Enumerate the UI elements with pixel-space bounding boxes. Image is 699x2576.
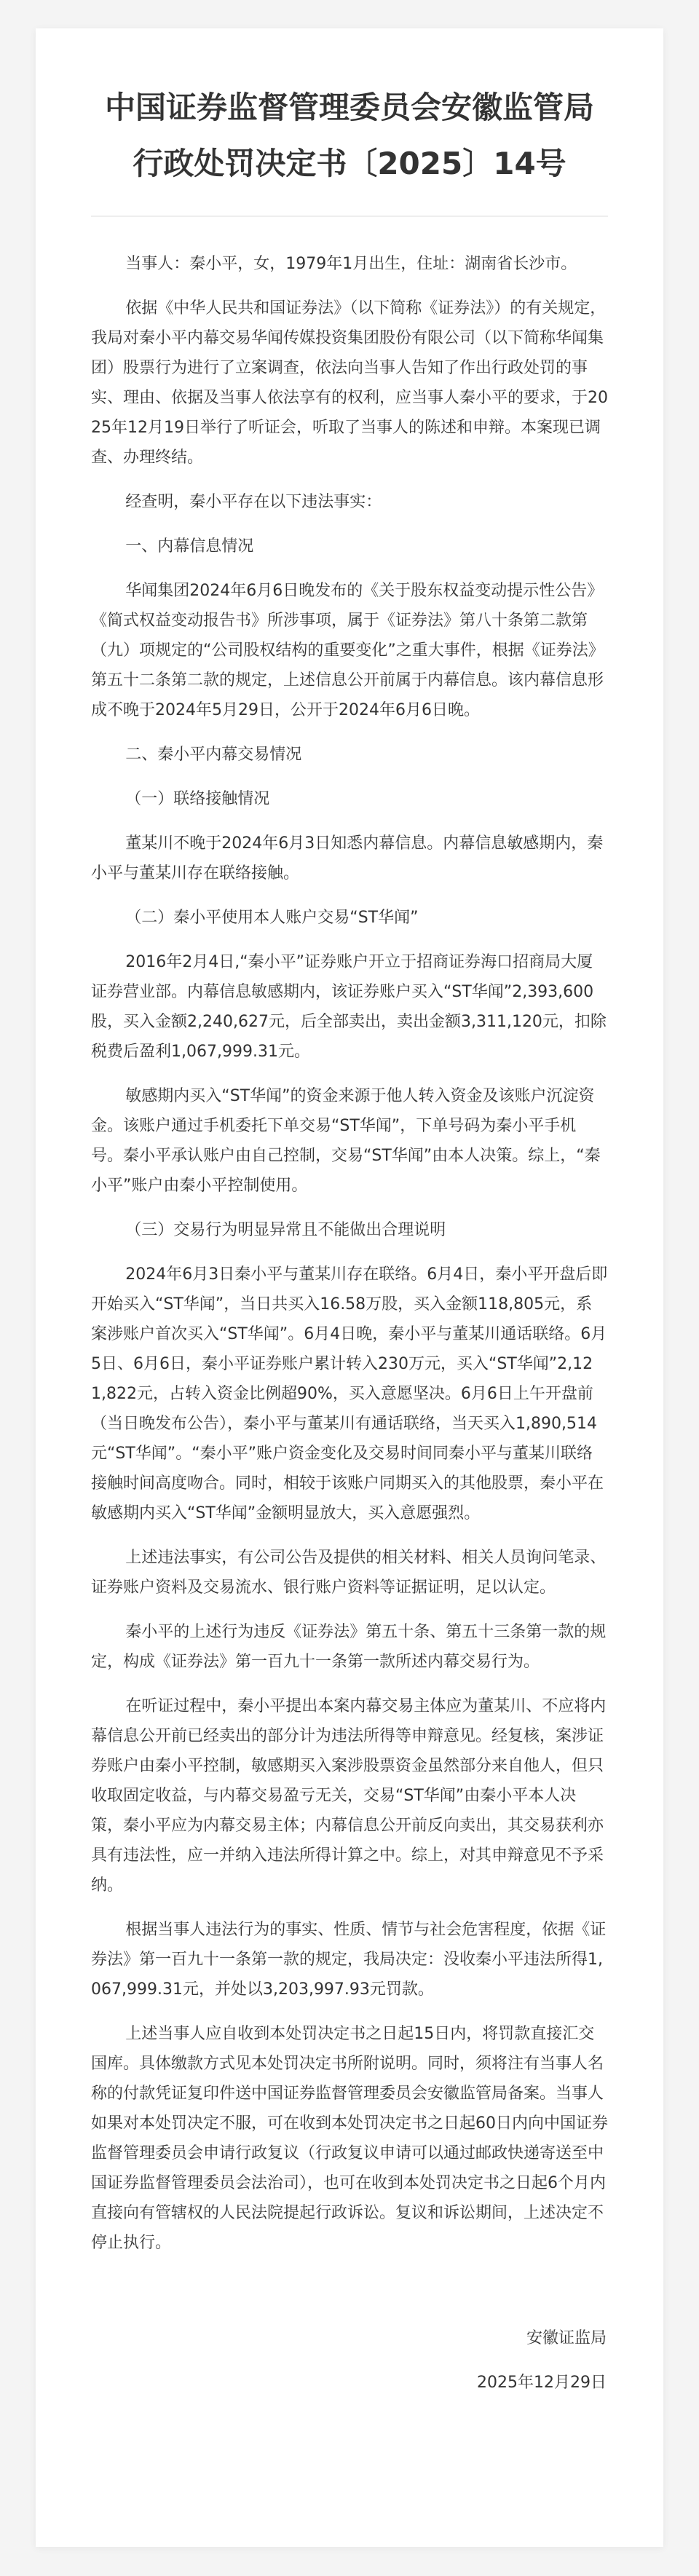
subsection-heading-3: （三）交易行为明显异常且不能做出合理说明 xyxy=(125,1221,446,1239)
paragraph-findings-lead: 经查明，秦小平存在以下违法事实： xyxy=(125,493,382,511)
paragraph-intro: 依据《中华人民共和国证券法》（以下简称《证券法》）的有关规定，我局对秦小平内幕交易华闻传媒投资集团股份有限公司（以下简称华闻集团）股票行为进行了立案调查，依法向当事人告知了作出行政处罚的事实、理由、依据及当事人依法享有的权利，应当事人秦小平的要求，于2025年12月19日举行了听证会，听取了当事人的陈述和申辩。本案现已调查、办理终结。 xyxy=(91,299,608,467)
subsection-heading-1: （一）联络接触情况 xyxy=(125,790,270,808)
paragraph-hearing: 在听证过程中，秦小平提出本案内幕交易主体应为董某川、不应将内幕信息公开前已经卖出的部分计为违法所得等申辩意见。经复核，案涉证券账户由秦小平控制，敏感期买入案涉股票资金虽然部分来自他人，但只收取固定收益，与内幕交易盈亏无关，交易“ST华闻”由秦小平本人决策，秦小平应为内幕交易主体；内幕信息公开前反向卖出，其交易获利亦具有违法性，应一并纳入违法所得计算之中。综上，对其申辩意见不予采纳。 xyxy=(91,1697,607,1895)
paragraph-decision: 根据当事人违法行为的事实、性质、情节与社会危害程度，依据《证券法》第一百九十一条第一款的规定，我局决定：没收秦小平违法所得1,067,999.31元，并处以3,203,997.93元罚款。 xyxy=(91,1921,607,1999)
document-card xyxy=(36,28,663,2547)
paragraph-party: 当事人：秦小平，女，1979年1月出生，住址：湖南省长沙市。 xyxy=(125,255,577,273)
paragraph-insider-info: 华闻集团2024年6月6日晚发布的《关于股东权益变动提示性公告》《简式权益变动报告书》所涉事项，属于《证券法》第八十条第二款第（九）项规定的“公司股权结构的重要变化”之重大事件，根据《证券法》第五十二条第二款的规定，上述信息公开前属于内幕信息。该内幕信息形成不晚于2024年5月29日，公开于2024年6月6日晚。 xyxy=(91,582,604,719)
paragraph-account: 2016年2月4日,“秦小平”证券账户开立于招商证券海口招商局大厦证券营业部。内幕信息敏感期内，该证券账户买入“ST华闻”2,393,600股，买入金额2,240,627元，后全部卖出，卖出金额3,311,120元，扣除税费后盈利1,067,999.31元。 xyxy=(91,953,607,1061)
page-title xyxy=(91,79,608,191)
title-line-1: 中国证券监督管理委员会安徽监管局 xyxy=(104,90,594,125)
paragraph-funds: 敏感期内买入“ST华闻”的资金来源于他人转入资金及该账户沉淀资金。该账户通过手机委托下单交易“ST华闻”，下单号码为秦小平手机号。秦小平承认账户由自己控制，交易“ST华闻”由本人决策。综上，“秦小平”账户由秦小平控制使用。 xyxy=(91,1087,601,1195)
subsection-heading-2: （二）秦小平使用本人账户交易“ST华闻” xyxy=(125,909,419,927)
signature-block xyxy=(91,2323,608,2398)
paragraph-evidence: 上述违法事实，有公司公告及提供的相关材料、相关人员询问笔录、证券账户资料及交易流水、银行账户资料等证据证明，足以认定。 xyxy=(91,1549,607,1597)
paragraph-payment-appeal: 上述当事人应自收到本处罚决定书之日起15日内，将罚款直接汇交国库。具体缴款方式见本处罚决定书所附说明。同时，须将注有当事人名称的付款凭证复印件送中国证券监督管理委员会安徽监管局备案。当事人如果对本处罚决定不服，可在收到本处罚决定书之日起60日内向中国证券监督管理委员会申请行政复议（行政复议申请可以通过邮政快递寄送至中国证券监督管理委员会法治司），也可在收到本处罚决定书之日起6个月内直接向有管辖权的人民法院提起行政诉讼。复议和诉讼期间，上述决定不停止执行。 xyxy=(91,2025,608,2252)
paragraph-contact: 董某川不晚于2024年6月3日知悉内幕信息。内幕信息敏感期内，秦小平与董某川存在联络接触。 xyxy=(91,834,604,882)
paragraph-abnormal-trading: 2024年6月3日秦小平与董某川存在联络。6月4日，秦小平开盘后即开始买入“ST华闻”，当日共买入16.58万股，买入金额118,805元，系案涉账户首次买入“ST华闻”。6月4日晚，秦小平与董某川通话联络。6月5日、6月6日，秦小平证券账户累计转入230万元，买入“ST华闻”2,121,822元，占转入资金比例超90%，买入意愿坚决。6月6日上午开盘前（当日晚发布公告），秦小平与董某川有通话联络，当天买入1,890,514元“ST华闻”。“秦小平”账户资金变化及交易时间同秦小平与董某川联络接触时间高度吻合。同时，相较于该账户同期买入的其他股票，秦小平在敏感期内买入“ST华闻”金额明显放大，买入意愿强烈。 xyxy=(91,1265,608,1522)
paragraph-violation: 秦小平的上述行为违反《证券法》第五十条、第五十三条第一款的规定，构成《证券法》第一百九十一条第一款所述内幕交易行为。 xyxy=(91,1623,607,1671)
issue-date: 2025年12月29日 xyxy=(477,2374,607,2392)
section-heading-2: 二、秦小平内幕交易情况 xyxy=(125,746,302,764)
section-heading-1: 一、内幕信息情况 xyxy=(125,537,254,556)
issuer-name: 安徽证监局 xyxy=(526,2329,607,2347)
document-body xyxy=(91,249,608,2258)
title-line-2: 行政处罚决定书〔2025〕14号 xyxy=(133,146,566,181)
title-divider xyxy=(91,216,608,217)
